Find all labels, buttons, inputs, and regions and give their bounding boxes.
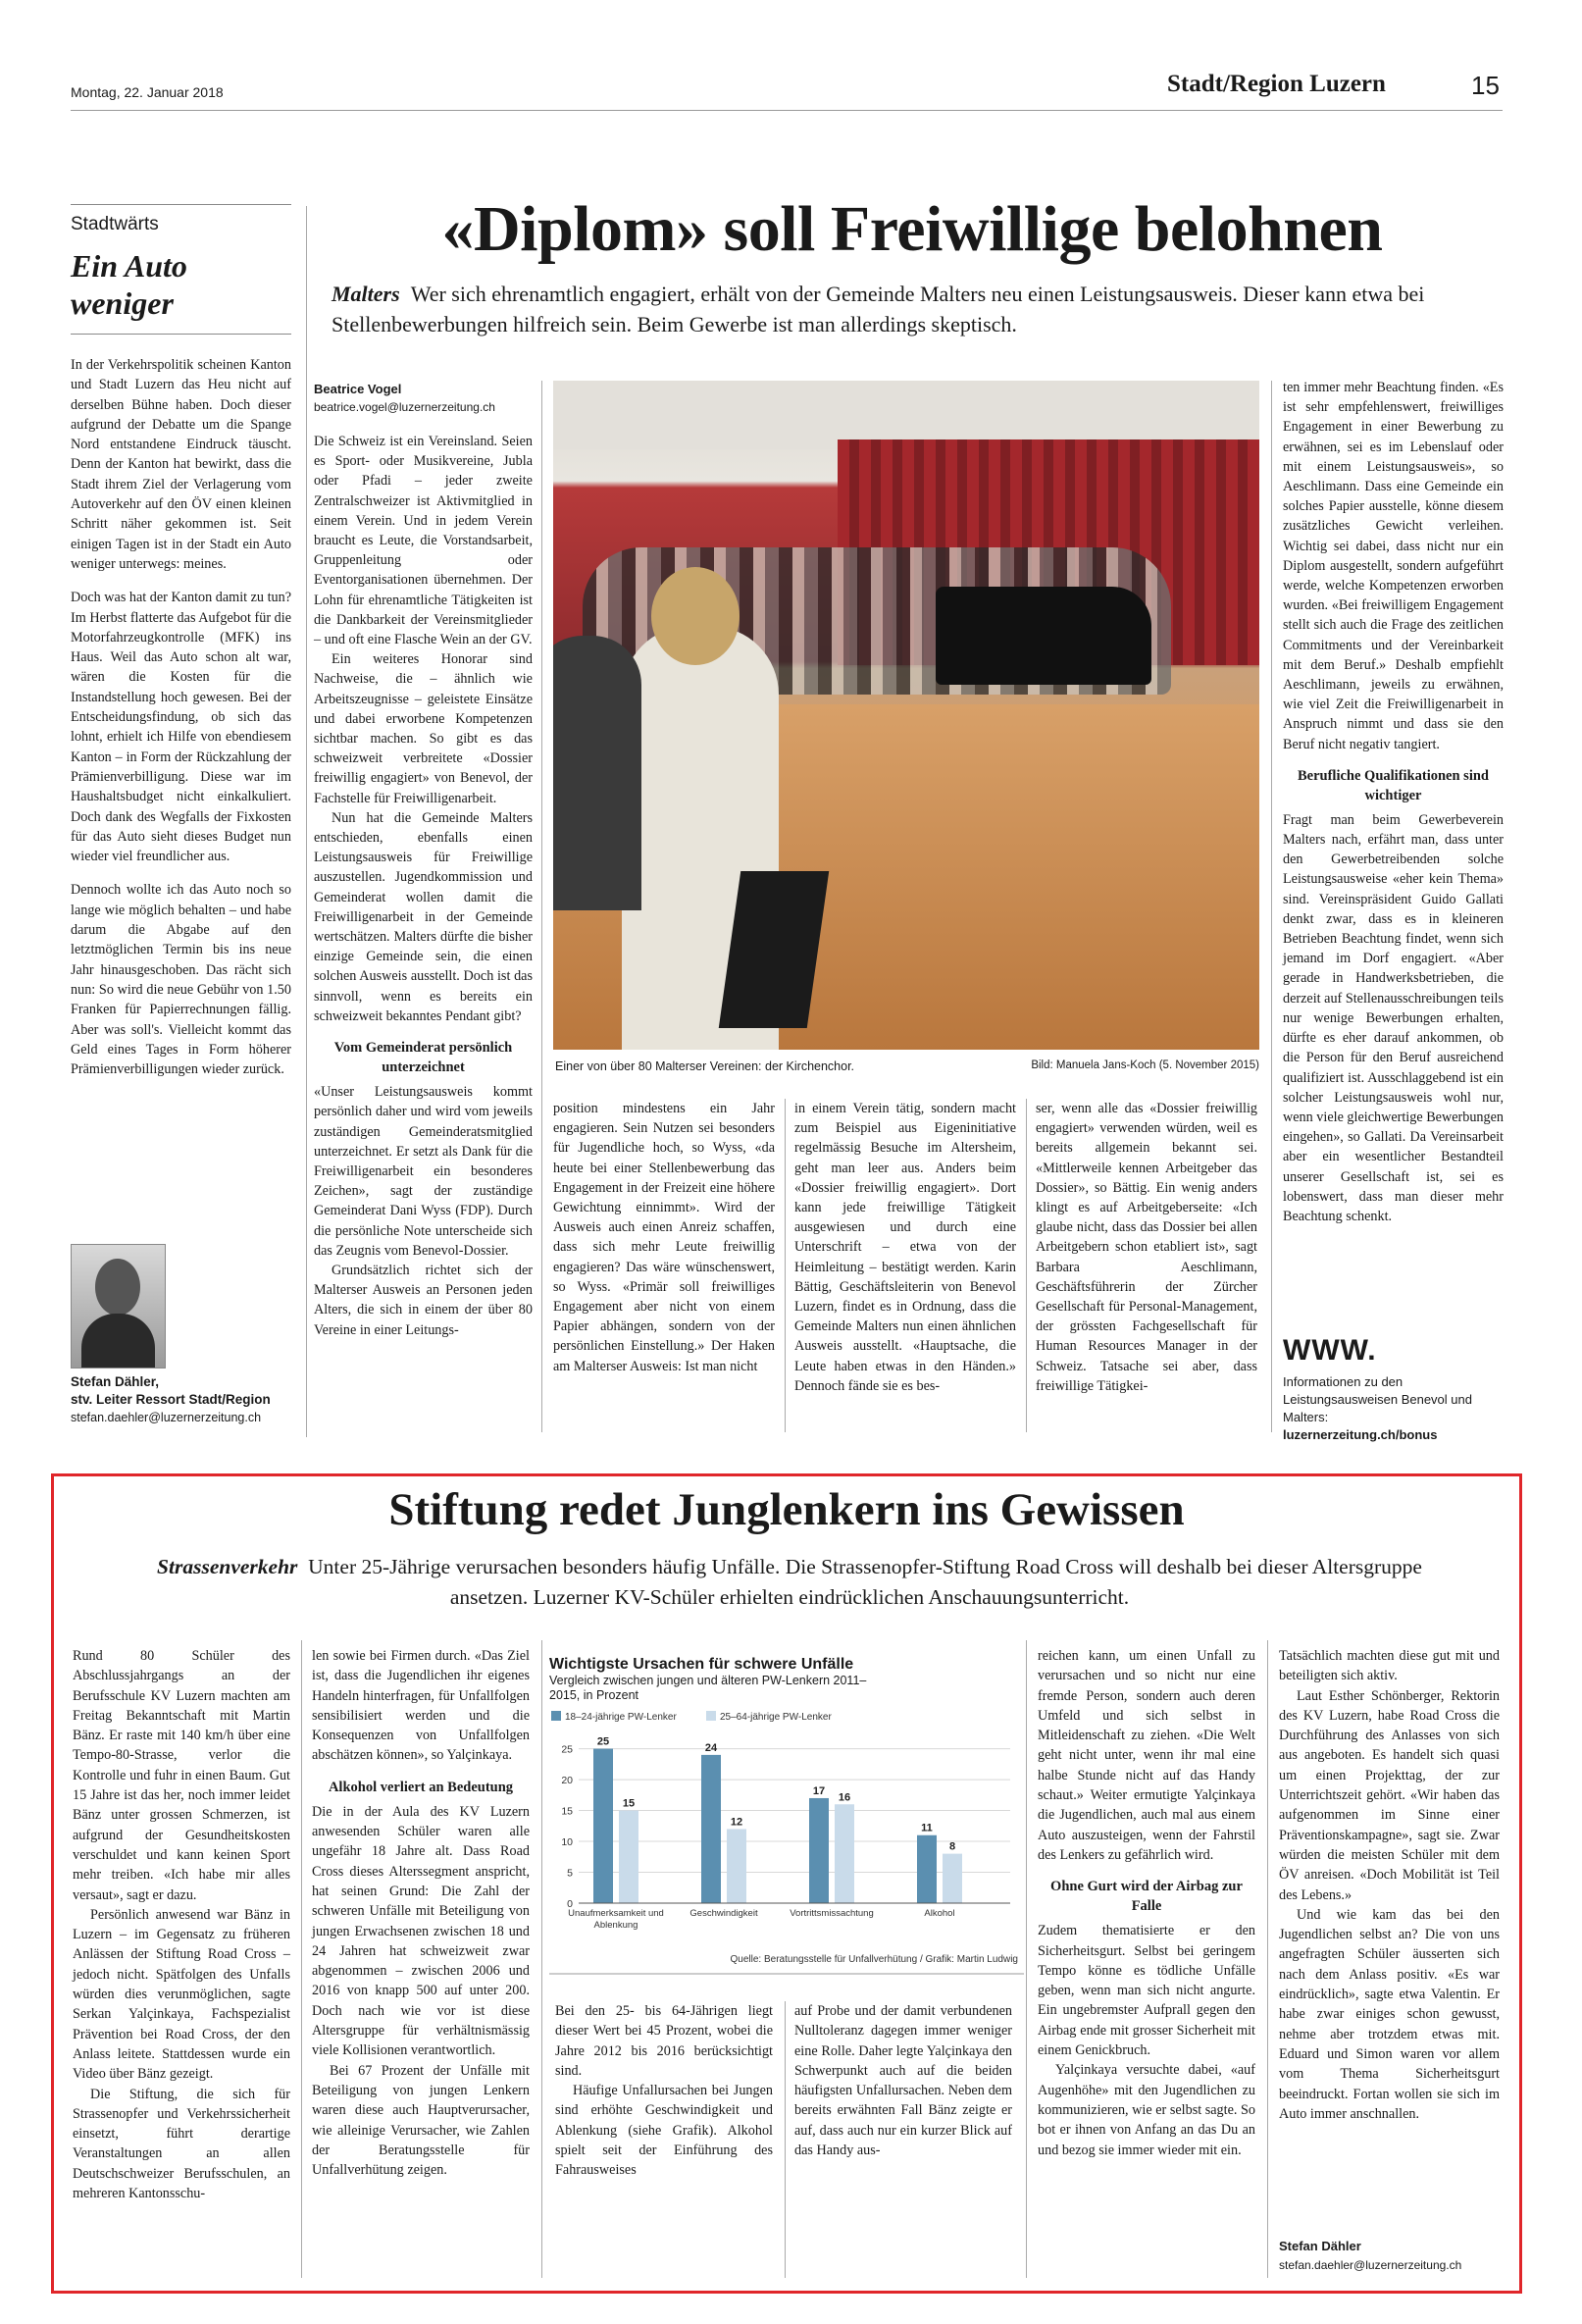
- bar-label-3-2: 16: [838, 1791, 851, 1804]
- divider-a2-3: [785, 2001, 786, 2278]
- y-tick-10: 10: [561, 1836, 573, 1849]
- article1-lead-place: Malters: [332, 282, 400, 306]
- bar-4-2: [943, 1854, 962, 1903]
- article1-email: beatrice.vogel@luzernerzeitung.ch: [314, 400, 495, 414]
- photo-credit: Bild: Manuela Jans-Koch (5. November 2015): [1031, 1059, 1259, 1071]
- photo-caption: Einer von über 80 Malterser Vereinen: der Kirchenchor.: [555, 1059, 855, 1073]
- column-kicker: Stadtwärts: [71, 214, 159, 234]
- column-paragraph-2: Doch was hat der Kanton damit zu tun? Im Herbst flatterte das Aufgebot für die Motorfahrzeugkontrolle (MFK) ins Haus. Weil das Auto schon alt war, wären die Kosten für die Instandstellung hoch gewesen. Bei der Entscheidungsfindung, ob sich das lohnt, erhielt ich Hilfe von ebendiesem Kanton – in Form der Rückzahlung der Prämienverbilligung. Diese war im Haushaltsbudget nicht einkalkuliert. Doch dank des Wegfalls der Fixkosten für das Auto sieht dieses Budget nun wieder viel freundlicher aus.: [71, 590, 291, 865]
- article1-lead: [332, 279, 1489, 339]
- divider-a2-4: [1026, 1640, 1027, 2278]
- bar-3-1: [809, 1798, 829, 1903]
- issue-date: Montag, 22. Januar 2018: [71, 84, 224, 100]
- page-number: 15: [1471, 71, 1500, 100]
- divider-a1-2: [785, 1099, 786, 1432]
- column-paragraph-1: In der Verkehrspolitik scheinen Kanton und Stadt Luzern das Heu nicht auf derselben Bühne haben. Doch dieser aufgrund der Debatte um die Spange Nord entstandene Eindruck täuscht. Denn der Kanton hat bewirkt, dass die Stadt ihrem Ziel der Verlagerung vom Autoverkehr auf den ÖV einen kleinen Schritt näher gekommen ist. Seit einigen Tagen ist in der Stadt ein Auto weniger unterwegs: meines.: [71, 357, 291, 572]
- article2-col1: Rund 80 Schüler des Abschlussjahrgangs an der Berufsschule KV Luzern machten am Freitag Bekanntschaft mit Martin Bänz. Er raste mit 140 km/h über eine Tempo-80-Strasse, verlor die Kontrolle und fuhr in einen Baum. Gut 15 Jahre ist das her, noch immer leidet Bänz unter grossen Schmerzen, ist aufgrund der Gesundheitskosten verschuldet und kann keinen Sport mehr treiben. «Ich habe mir alles versaut», sagt er dazu. Persönlich anwesend war Bänz in Luzern – im Gegensatz zu früheren Anlässen der Stiftung Road Cross – jedoch nicht. Spätfolgen des Unfalls würden dies verunmöglichen, sagte Serkan Yalçinkaya, Fachspezialist Prävention bei Road Cross, der den Anlass leitete. Stattdessen wurde ein Video über Bänz gezeigt. Die Stiftung, die sich für Strassenopfer und Verkehrssicherheit einsetzt, führt derartige Veranstaltungen an allen Deutschschweizer Berufsschulen, an mehreren Kantonsschu-: [73, 1648, 290, 2202]
- x-tick-4: Alkohol: [924, 1908, 955, 1919]
- article1-subhead2: Berufliche Qualifikationen sind wichtiger: [1298, 767, 1489, 803]
- article2-col3: Bei den 25- bis 64-Jährigen liegt dieser Wert bei 45 Prozent, wobei die Jahre 2012 bis 2016 berücksichtigt sind. Häufige Unfallursachen bei Jungen sind erhöhte Geschwindigkeit und Ablenkung (siehe Grafik). Alkohol spielt seit der Einführung des Fahrausweises: [555, 2003, 773, 2179]
- legend-label-2: 25–64-jährige PW-Lenker: [720, 1712, 832, 1723]
- header-rule: [71, 110, 1503, 111]
- article2-col5: reichen kann, um einen Unfall zu verursachen und so nicht nur eine fremde Person, sondern auch deren Umfeld und sich selbst in Mitleidenschaft zu ziehen. «Die Welt geht nicht unter, wenn ihr mal eine halbe Stunde nicht auf das Handy schaut.» Weiter ermutigte Yalçinkaya die Jugendlichen, auch mal aus einem Auto auszusteigen, wenn der Fahrstil des Lenkers zu gefährlich wird. Ohne Gurt wird der Airbag zur Falle Zudem thematisierte er den Sicherheitsgurt. Selbst bei geringem Tempo könne es tödliche Unfälle geben, wenn man sich nicht angurte. Ein ungebremster Aufprall gegen den Airbag ende mit grosser Sicherheit mit einem Genickbruch. Yalçinkaya versuchte dabei, «auf Augenhöhe» mit den Jugendlichen zu kommunizieren, wie er selbst sagte. So bot er ihnen von Anfang an das Du an und bezog sie immer wieder mit ein.: [1038, 1648, 1255, 2158]
- divider-a2-2: [541, 1640, 542, 2278]
- article1-headline: «Diplom» soll Freiwillige belohnen: [441, 193, 1383, 265]
- article1-col2: position mindestens ein Jahr engagieren. Sein Nutzen sei besonders für Jugendliche hoch, so Wyss, «da heute bei einer Stellenbewerbung das Engagement in der Freizeit eine höhere Gewichtung einnimmt». Wird der Ausweis auch einen Anreiz schaffen, dass sich mehr Leute freiwillig engagieren? Das wäre wünschenswert, so Wyss. «Primär soll freiwilliges Engagement aber nicht von einem Papier abhängen, sondern von der persönlichen Einstellung.» Der Haken am Malterser Ausweis: Ist man nicht: [553, 1101, 775, 1374]
- divider-a2-5: [1267, 1640, 1268, 2278]
- info-link[interactable]: luzernerzeitung.ch/bonus: [1283, 1427, 1438, 1442]
- bar-label-2-2: 12: [730, 1816, 743, 1829]
- bar-1-1: [593, 1749, 613, 1903]
- article2-lead-text: Unter 25-Jährige verursachen besonders häufig Unfälle. Die Strassenopfer-Stiftung Road Cross will deshalb bei dieser Altersgruppe ansetzen. Luzerner KV-Schüler erhielten eindrücklichen Anschauungsunterricht.: [308, 1555, 1422, 1609]
- bar-label-3-1: 17: [812, 1784, 826, 1797]
- article1-col3: in einem Verein tätig, sondern macht zum Beispiel aus Eigeninitiative regelmässig Besuche im Altersheim, geht man leer aus. Anders beim «Dossier freiwillig engagiert». Dort kann jede freiwillige Tätigkeit ausgewiesen und durch eine Unterschrift – etwa von der Heimleitung – bestätigt werden. Karin Bättig, Geschäftsleiterin von Benevol Luzern, findet es in Ordnung, dass die Gemeinde Malters nun einen ähnlichen Ausweis ausstellt. «Hauptsache, die Leute haben etwas in den Händen.» Dennoch fände sie es bes-: [794, 1101, 1016, 1394]
- y-tick-25: 25: [561, 1743, 573, 1756]
- chart-plot: [549, 1707, 1024, 1978]
- bar-1-2: [619, 1811, 638, 1903]
- y-tick-0: 0: [567, 1898, 573, 1910]
- column-author-email: stefan.daehler@luzernerzeitung.ch: [71, 1411, 262, 1424]
- article2-lead-place: Strassenverkehr: [157, 1555, 298, 1578]
- column-author-role: stv. Leiter Ressort Stadt/Region: [71, 1392, 271, 1407]
- article1-author: Beatrice Vogel: [314, 382, 402, 396]
- column-divider: [306, 206, 307, 1437]
- x-tick-2: Geschwindigkeit: [689, 1908, 758, 1919]
- x-tick-3: Vortrittsmissachtung: [790, 1908, 874, 1919]
- column-paragraph-3: Dennoch wollte ich das Auto noch so lange wie möglich behalten – und habe darum die Abgabe auf den letztmöglichen Termin bis ins neue Jahr hinausgeschoben. Das rächt sich nun: So wird die neue Gebühr von 1.50 Franken für Papierrechnungen fällig. Aber was soll's. Vielleicht kommt das Geld eines Tages in Form höherer Prämienverbilligungen wieder zurück.: [71, 882, 291, 1078]
- accident-chart: [549, 1656, 1024, 1978]
- column-author: [71, 1373, 271, 1409]
- legend-swatch-1: [551, 1711, 561, 1721]
- article2-col6: Tatsächlich machten diese gut mit und beteiligten sich aktiv. Laut Esther Schönberger, Rektorin des KV Luzern, habe Road Cross die Durchführung des Anlasses von sich aus angeboten. Es handelt sich quasi um einen Projekttag, der zur Unterrichtszeit gehört. «Wir haben das aufgenommen im Sinne einer Präventionskampagne», sagt sie. Zwar würden die meisten Schüler mit dem ÖV anreisen. «Doch Mobilität ist Teil des Lebens.» Und wie kam das bei den Jugendlichen selbst an? Die von uns angefragten Schüler äusserten sich nach dem Anlass positiv. «Es war eindrücklich», sagte etwa Valentin. Er habe zwar einiges schon gewusst, nehme aber trotzdem etwas mit. Eduard und Simon waren vor allem vom Thema Sicherheitsgurt beeindruckt. Fortan wollen sie sich im Auto immer anschnallen.: [1279, 1648, 1500, 2122]
- bar-2-1: [701, 1755, 721, 1903]
- section-title: Stadt/Region Luzern: [1167, 71, 1386, 97]
- y-tick-20: 20: [561, 1775, 573, 1787]
- column-author-name: Stefan Dähler,: [71, 1374, 160, 1389]
- article1-lead-text: Wer sich ehrenamtlich engagiert, erhält von der Gemeinde Malters neu einen Leistungsausweis. Dieser kann etwa bei Stellenbewerbungen hilfreich sein. Beim Gewerbe ist man allerdings skeptisch.: [332, 282, 1425, 336]
- divider-a2-1: [301, 1640, 302, 2278]
- article1-col4: ser, wenn alle das «Dossier freiwillig engagiert» verwenden würden, weil es bereits allgemein bekannt sei. «Mittlerweile kennen Arbeitgeber das Dossier», so Bättig. Ein wenig anders klingt es auf Arbeitgeberseite: «Ich glaube nicht, dass das Dossier bei allen Arbeitgebern schon etabliert ist», sagt Barbara Aeschlimann, Geschäftsführerin der Zürcher Gesellschaft für Personal-Management, der grössten Fachgesellschaft für Human Resources Manager in der Schweiz. Tatsache sei aber, dass freiwillige Tätigkei-: [1036, 1101, 1257, 1394]
- info-box: [1283, 1373, 1506, 1444]
- article2-email: stefan.daehler@luzernerzeitung.ch: [1279, 2258, 1462, 2272]
- bar-2-2: [727, 1829, 746, 1903]
- article2-col2: len sowie bei Firmen durch. «Das Ziel ist, dass die Jugendlichen ihr eigenes Handeln hinterfragen, für Unfallfolgen sensibilisiert werden und die Konsequenzen von Unfallfolgen abschätzen können», so Yalçinkaya. Alkohol verliert an Bedeutung Die in der Aula des KV Luzern anwesenden Schüler waren alle ungefähr 18 Jahre alt. Dass Road Cross dieses Alterssegment anspricht, hat seinen Grund: Die Zahl der schweren Unfälle mit Beteiligung von jungen Erwachsenen zwischen 18 und 24 Jahren hat schweizweit zwar abgenommen – zwischen 2006 und 2016 von knapp 500 auf unter 200. Doch nach wie vor ist diese Altersgruppe für verhältnismässig viele Kollisionen verantwortlich. Bei 67 Prozent der Unfälle mit Beteiligung von jungen Lenkern waren diese auch Hauptverursacher, wie alleinige Verursacher, wie Zahlen der Beratungsstelle für Unfallverhütung zeigen.: [312, 1648, 530, 2179]
- article1-subhead1: Vom Gemeinderat persönlich unterzeichnet: [333, 1040, 513, 1076]
- choir-photo: [553, 381, 1259, 1050]
- bar-label-1-1: 25: [596, 1735, 610, 1748]
- article2-lead: [137, 1552, 1442, 1613]
- chart-title: Wichtigste Ursachen für schwere Unfälle: [549, 1656, 854, 1673]
- article2-subhead2: Ohne Gurt wird der Airbag zur Falle: [1050, 1879, 1243, 1915]
- column-top-rule: [71, 204, 291, 205]
- www-badge: WWW.: [1283, 1334, 1377, 1367]
- bar-label-4-1: 11: [921, 1822, 933, 1834]
- chart-subtitle: Vergleich zwischen jungen und älteren PW-Lenkern 2011–2015, in Prozent: [549, 1674, 867, 1702]
- bar-label-2-1: 24: [704, 1741, 718, 1754]
- y-tick-5: 5: [567, 1867, 573, 1880]
- article2-subhead1: Alkohol verliert an Bedeutung: [328, 1779, 514, 1795]
- article2-headline: Stiftung redet Junglenkern ins Gewissen: [388, 1484, 1185, 1535]
- divider-a1-1: [541, 381, 542, 1432]
- column-title-rule: [71, 334, 291, 335]
- y-tick-15: 15: [561, 1805, 573, 1818]
- article2-author: Stefan Dähler: [1279, 2239, 1361, 2253]
- bar-label-1-2: 15: [622, 1797, 636, 1810]
- bar-label-4-2: 8: [948, 1840, 956, 1853]
- article2-col4: auf Probe und der damit verbundenen Nulltoleranz dagegen immer weniger eine Rolle. Daher legte Yalçinkaya den Schwerpunkt auch auf die beiden häufigsten Unfallursachen. Neben dem bereits erwähnten Fall Bänz zeigte er auf, dass auch nur ein kurzer Blick auf das Handy aus-: [794, 2003, 1012, 2159]
- legend-label-1: 18–24-jährige PW-Lenker: [565, 1712, 677, 1723]
- article1-byline: [314, 381, 495, 416]
- info-text: Informationen zu den Leistungsausweisen Benevol und Malters:: [1283, 1374, 1472, 1424]
- legend-swatch-2: [706, 1711, 716, 1721]
- column-title: Ein Auto weniger: [71, 248, 187, 321]
- author-photo: [71, 1244, 166, 1369]
- divider-a1-3: [1026, 1099, 1027, 1432]
- column-body: [71, 355, 291, 1079]
- article1-col5: ten immer mehr Beachtung finden. «Es ist sehr empfehlenswert, freiwilliges Engagement in einer Bewerbung zu erwähnen, sei es im Lebenslauf oder mit einem Leistungsausweis», so Aeschlimann. Dass eine Gemeinde ein solches Papier ausstelle, könne diesem zusätzliches Gewicht verleihen. Wichtig sei dabei, dass nicht nur ein Diplom ausgestellt, sondern aufgeführt werde, welche Kompetenzen erworben wurden. «Bei freiwilligem Engagement stellt sich auch die Frage des zeitlichen Commitments und der Vereinbarkeit mit dem Beruf.» Deshalb empfiehlt Aeschlimann, jeweils zu erwähnen, wie viel Zeit die Freiwilligenarbeit in Anspruch nimmt und dass sie den Beruf nicht negativ tangiert. Berufliche Qualifikationen sind wichtiger Fragt man beim Gewerbeverein Malters nach, erfährt man, dass unter den Gewerbetreibenden solche Leistungsausweise «eher kein Thema» sind. Vereinspräsident Guido Gallati denkt zwar, dass es in kleineren Betrieben Beachtung findet, wenn sich jemand im Dorf engagiert. «Aber gerade in Handwerksbetrieben, die derzeit auf Stellenausschreibungen teils nur wenige Bewerbungen erhalten, dürfte es eher darauf ankommen, ob die Person für den Beruf ausreichend qualifiziert ist. Ausschlaggebend ist ein solcher Leistungsausweis wohl nur, wenn viele gleichwertige Bewerbungen eingehen», so Gallati. Da Vereinsarbeit aber ein wesentlicher Bestandteil unserer Gesellschaft ist, sei es lobenswert, dass man dieser mehr Beachtung schenkt.: [1283, 380, 1504, 1224]
- chart-source: Quelle: Beratungsstelle für Unfallverhütung / Grafik: Martin Ludwig: [730, 1954, 1018, 1965]
- bar-3-2: [835, 1804, 854, 1903]
- x-tick-1: Unaufmerksamkeit und: [568, 1908, 664, 1919]
- bar-4-1: [917, 1835, 937, 1903]
- x-tick-1-line2: Ablenkung: [593, 1920, 638, 1931]
- article1-col1: Die Schweiz ist ein Vereinsland. Seien es Sport- oder Musikvereine, Jubla oder Pfadi – jeder zweite Zentralschweizer ist Aktivmitglied in einem Verein. Und in jedem Verein braucht es Leute, die Vorstandsarbeit, Gruppenleitung oder Eventorganisationen übernehmen. Der Lohn für ehrenamtliche Tätigkeiten ist die Dankbarkeit der Vereinsmitglieder – und oft eine Flasche Wein an der GV. Ein weiteres Honorar sind Nachweise, die – ähnlich wie Arbeitszeugnisse – geleistete Einsätze und dabei erworbene Kompetenzen sichtbar machen. So gibt es das schweizweit verbreitete «Dossier freiwillig engagiert» von Benevol, der Fachstelle für Freiwilligenarbeit. Nun hat die Gemeinde Malters entschieden, ebenfalls einen Leistungsausweis für Freiwillige auszustellen. Jugendkommission und Gemeinderat wollen damit die Freiwilligenarbeit in der Gemeinde wertschätzen. Malters dürfte die bisher einzige Gemeinde sein, die einen solchen Ausweis ausstellt. Doch ist das sinnvoll, wenn es bereits ein schweizweit bekanntes Pendant gibt? Vom Gemeinderat persönlich unterzeichnet «Unser Leistungsausweis kommt persönlich daher und wird vom jeweils zuständigen Gemeinderatsmitglied unterzeichnet. Er setzt als Dank für die Freiwilligenarbeit ein besonderes Zeichen», sagt der zuständige Gemeinderat Dani Wyss (FDP). Durch die persönliche Note unterscheide sich das Zeugnis vom Benevol-Dossier. Grundsätzlich richtet sich der Malterser Ausweis an Personen jeden Alters, die sich in einem der über 80 Vereine in einer Leitungs-: [314, 434, 533, 1338]
- divider-a1-4: [1271, 381, 1272, 1432]
